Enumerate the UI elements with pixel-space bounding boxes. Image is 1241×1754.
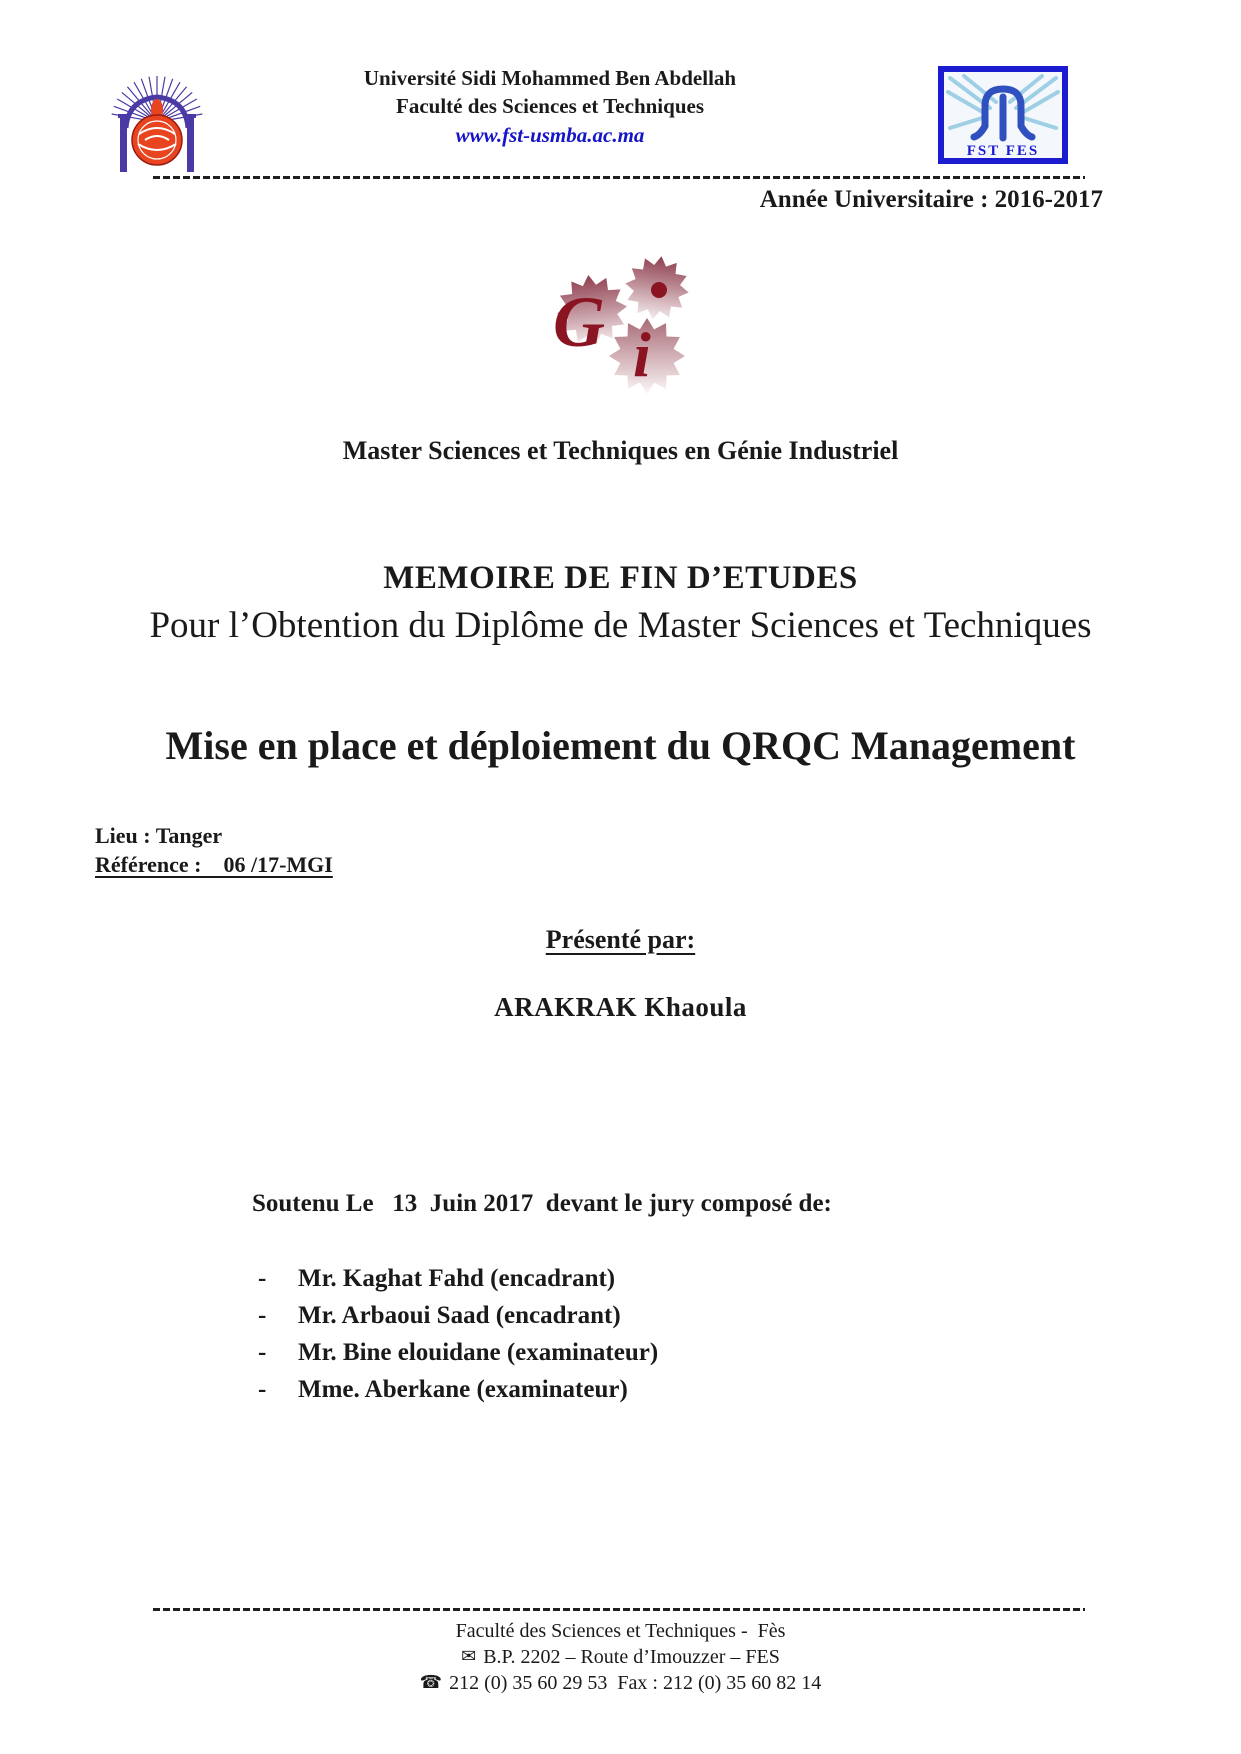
footer-address-text: B.P. 2202 – Route d’Imouzzer – FES — [483, 1646, 780, 1668]
footer-faculty-text: Faculté des Sciences et Techniques - Fès — [455, 1620, 786, 1642]
jury-bullet: - — [258, 1302, 267, 1329]
footer-divider — [153, 1608, 1085, 1611]
university-name: Université Sidi Mohammed Ben Abdellah — [363, 66, 737, 90]
genie-industriel-gi-logo — [535, 246, 710, 404]
fst-fes-caption: FST FES — [966, 143, 1040, 159]
jury-bullet: - — [258, 1376, 267, 1403]
reference-line: Référence : 06 /17-MGI — [95, 852, 333, 877]
mail-icon: ✉ — [461, 1646, 477, 1667]
location-line: Lieu : Tanger — [95, 823, 223, 848]
university-emblem-icon — [105, 64, 210, 178]
gi-letter-i: i — [633, 319, 651, 390]
defense-line: Soutenu Le 13 Juin 2017 devant le jury composé de: — [252, 1190, 832, 1217]
footer-phone-line — [0, 1670, 1241, 1696]
i-dot — [651, 282, 667, 298]
author-name: ARAKRAK Khaoula — [494, 992, 747, 1022]
presented-by-text: Présenté par: — [545, 925, 696, 954]
jury-member-name: Mr. Kaghat Fahd (encadrant) — [298, 1265, 616, 1292]
jury-member — [258, 1297, 658, 1334]
jury-bullet: - — [258, 1265, 267, 1292]
jury-member — [258, 1371, 658, 1408]
footer-address-line — [0, 1644, 1241, 1670]
website-link[interactable]: www.fst-usmba.ac.ma — [455, 123, 645, 147]
footer-faculty-line — [0, 1618, 1241, 1644]
footer-phone-text: 212 (0) 35 60 29 53 Fax : 212 (0) 35 60 82 14 — [449, 1672, 822, 1694]
jury-bullet: - — [258, 1339, 267, 1366]
academic-year: Année Universitaire : 2016-2017 — [759, 186, 1103, 213]
document-type: MEMOIRE DE FIN D’ETUDES — [383, 560, 858, 596]
jury-member-name: Mr. Arbaoui Saad (encadrant) — [298, 1302, 621, 1329]
header-divider — [153, 176, 1085, 179]
jury-member — [258, 1334, 658, 1371]
presented-by-label — [0, 925, 1241, 955]
thesis-title: Mise en place et déploiement du QRQC Management — [165, 723, 1076, 768]
jury-member-name: Mr. Bine elouidane (examinateur) — [298, 1339, 659, 1366]
gi-letter-g: G — [553, 282, 605, 362]
jury-member — [258, 1260, 658, 1297]
jury-list — [258, 1260, 658, 1408]
faculty-name: Faculté des Sciences et Techniques — [396, 94, 704, 118]
header-institution-block — [240, 64, 860, 150]
program-name: Master Sciences et Techniques en Génie Industriel — [342, 436, 899, 465]
fst-fes-badge-icon — [938, 66, 1068, 164]
document-purpose: Pour l’Obtention du Diplôme de Master Sciences et Techniques — [149, 605, 1092, 646]
jury-member-name: Mme. Aberkane (examinateur) — [298, 1376, 628, 1403]
phone-icon: ☎ — [419, 1672, 443, 1693]
